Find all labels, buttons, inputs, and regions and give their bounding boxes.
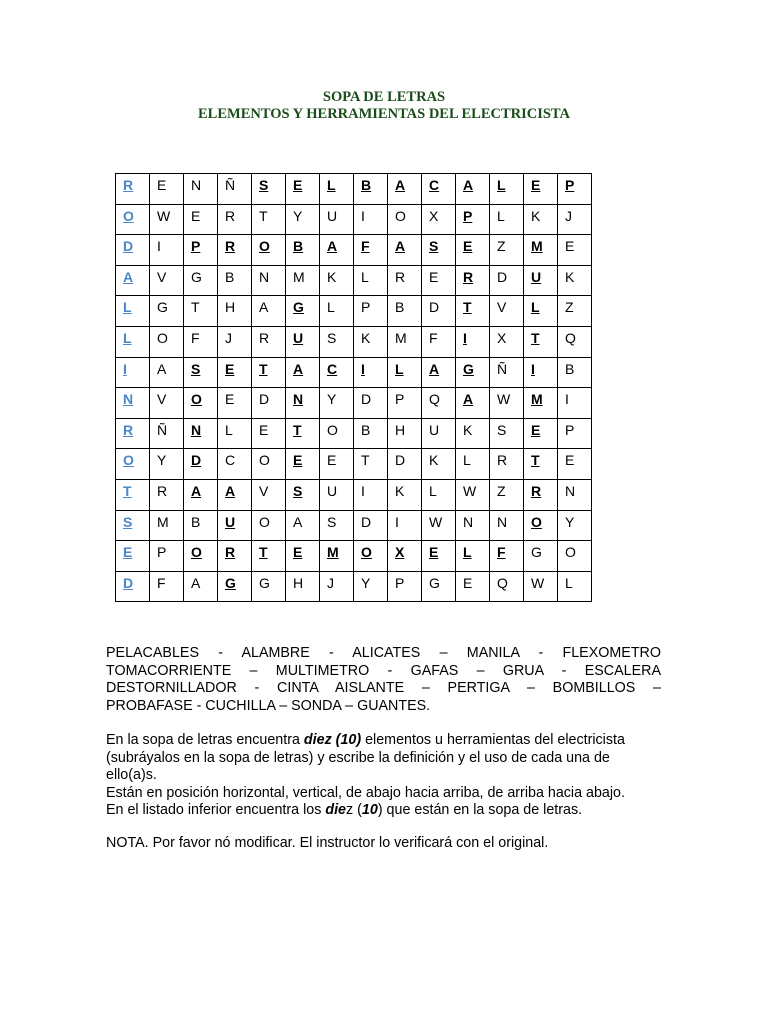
grid-cell: R xyxy=(456,265,490,296)
grid-cell: P xyxy=(456,204,490,235)
grid-cell: S xyxy=(286,479,320,510)
grid-cell: L xyxy=(218,418,252,449)
grid-cell: L xyxy=(388,357,422,388)
grid-cell: F xyxy=(150,571,184,602)
grid-cell: K xyxy=(320,265,354,296)
grid-cell: U xyxy=(218,510,252,541)
grid-cell: O xyxy=(116,204,150,235)
grid-cell: A xyxy=(320,235,354,266)
grid-cell: E xyxy=(456,571,490,602)
grid-cell: L xyxy=(116,296,150,327)
grid-cell: T xyxy=(116,479,150,510)
grid-cell: P xyxy=(558,174,592,205)
grid-cell: D xyxy=(252,388,286,419)
grid-cell: L xyxy=(354,265,388,296)
grid-cell: R xyxy=(490,449,524,480)
grid-cell: A xyxy=(184,571,218,602)
grid-cell: E xyxy=(252,418,286,449)
grid-cell: A xyxy=(388,174,422,205)
grid-cell: T xyxy=(184,296,218,327)
grid-cell: M xyxy=(286,265,320,296)
grid-row xyxy=(116,204,592,235)
grid-cell: D xyxy=(354,388,388,419)
grid-cell: O xyxy=(116,449,150,480)
grid-cell: Y xyxy=(286,204,320,235)
grid-cell: Q xyxy=(422,388,456,419)
grid-cell: Y xyxy=(150,449,184,480)
grid-cell: A xyxy=(286,357,320,388)
grid-cell: B xyxy=(218,265,252,296)
grid-cell: O xyxy=(150,326,184,357)
grid-cell: K xyxy=(456,418,490,449)
grid-cell: Y xyxy=(354,571,388,602)
grid-cell: A xyxy=(150,357,184,388)
grid-cell: L xyxy=(524,296,558,327)
grid-cell: J xyxy=(558,204,592,235)
grid-cell: N xyxy=(558,479,592,510)
grid-cell: U xyxy=(320,479,354,510)
grid-cell: E xyxy=(320,449,354,480)
grid-cell: E xyxy=(558,449,592,480)
grid-cell: T xyxy=(252,541,286,572)
grid-cell: T xyxy=(456,296,490,327)
grid-cell: C xyxy=(422,174,456,205)
grid-cell: S xyxy=(252,174,286,205)
grid-cell: G xyxy=(422,571,456,602)
grid-cell: R xyxy=(252,326,286,357)
grid-cell: D xyxy=(422,296,456,327)
grid-row xyxy=(116,571,592,602)
grid-cell: F xyxy=(354,235,388,266)
grid-cell: F xyxy=(490,541,524,572)
grid-cell: E xyxy=(524,418,558,449)
grid-cell: S xyxy=(320,326,354,357)
word-list-line: TOMACORRIENTE – MULTIMETRO - GAFAS – GRUA - ESCALERA xyxy=(106,662,661,679)
grid-cell: E xyxy=(558,235,592,266)
grid-cell: I xyxy=(150,235,184,266)
grid-cell: T xyxy=(252,204,286,235)
grid-cell: R xyxy=(116,174,150,205)
grid-cell: D xyxy=(116,235,150,266)
grid-cell: Q xyxy=(490,571,524,602)
grid-row xyxy=(116,388,592,419)
grid-cell: E xyxy=(218,388,252,419)
instructions-line-2: Están en posición horizontal, vertical, de abajo hacia arriba, de arriba hacia abajo. xyxy=(106,784,625,801)
grid-cell: W xyxy=(422,510,456,541)
grid-cell: H xyxy=(388,418,422,449)
grid-cell: Ñ xyxy=(218,174,252,205)
grid-cell: N xyxy=(286,388,320,419)
grid-row xyxy=(116,357,592,388)
grid-cell: B xyxy=(354,418,388,449)
grid-cell: U xyxy=(524,265,558,296)
grid-cell: X xyxy=(422,204,456,235)
grid-cell: B xyxy=(286,235,320,266)
instructions-line-1: En la sopa de letras encuentra diez (10) elementos u herramientas del electricista (subráyalos en la sopa de letras) y escribe la definición y el uso de cada una de ello(a)s. xyxy=(106,732,625,783)
grid-cell: H xyxy=(218,296,252,327)
grid-cell: G xyxy=(184,265,218,296)
grid-cell: U xyxy=(422,418,456,449)
grid-cell: L xyxy=(490,174,524,205)
grid-cell: L xyxy=(456,541,490,572)
grid-cell: I xyxy=(388,510,422,541)
grid-cell: J xyxy=(320,571,354,602)
grid-cell: N xyxy=(184,418,218,449)
grid-cell: R xyxy=(218,235,252,266)
grid-row xyxy=(116,510,592,541)
grid-row xyxy=(116,326,592,357)
grid-cell: T xyxy=(252,357,286,388)
grid-cell: V xyxy=(150,265,184,296)
grid-cell: Y xyxy=(320,388,354,419)
grid-cell: L xyxy=(116,326,150,357)
grid-cell: K xyxy=(524,204,558,235)
instructions-line-3: En el listado inferior encuentra los diez (10) que están en la sopa de letras. xyxy=(106,802,583,818)
grid-cell: N xyxy=(116,388,150,419)
word-list-line: PROBAFASE - CUCHILLA – SONDA – GUANTES. xyxy=(106,697,431,714)
word-list-line: DESTORNILLADOR - CINTA AISLANTE – PERTIGA – BOMBILLOS – xyxy=(106,680,661,696)
grid-cell: Q xyxy=(558,326,592,357)
grid-cell: T xyxy=(354,449,388,480)
grid-cell: O xyxy=(184,388,218,419)
grid-cell: A xyxy=(252,296,286,327)
grid-cell: A xyxy=(422,357,456,388)
grid-cell: E xyxy=(422,265,456,296)
grid-cell: O xyxy=(388,204,422,235)
grid-cell: N xyxy=(490,510,524,541)
grid-cell: M xyxy=(524,388,558,419)
grid-cell: A xyxy=(388,235,422,266)
grid-cell: N xyxy=(252,265,286,296)
grid-cell: S xyxy=(422,235,456,266)
grid-cell: W xyxy=(524,571,558,602)
grid-cell: U xyxy=(286,326,320,357)
grid-cell: X xyxy=(388,541,422,572)
grid-cell: K xyxy=(558,265,592,296)
grid-cell: K xyxy=(388,479,422,510)
grid-cell: O xyxy=(252,449,286,480)
grid-cell: A xyxy=(218,479,252,510)
grid-cell: O xyxy=(184,541,218,572)
grid-cell: R xyxy=(388,265,422,296)
grid-cell: O xyxy=(320,418,354,449)
grid-cell: R xyxy=(150,479,184,510)
grid-row xyxy=(116,541,592,572)
grid-cell: S xyxy=(184,357,218,388)
grid-cell: E xyxy=(286,449,320,480)
grid-cell: A xyxy=(116,265,150,296)
grid-cell: S xyxy=(320,510,354,541)
grid-cell: W xyxy=(490,388,524,419)
grid-cell: A xyxy=(456,388,490,419)
grid-cell: E xyxy=(150,174,184,205)
grid-cell: J xyxy=(218,326,252,357)
grid-row xyxy=(116,265,592,296)
grid-cell: G xyxy=(252,571,286,602)
grid-cell: Ñ xyxy=(490,357,524,388)
grid-cell: E xyxy=(524,174,558,205)
grid-cell: L xyxy=(320,174,354,205)
grid-cell: E xyxy=(286,174,320,205)
grid-cell: G xyxy=(218,571,252,602)
grid-cell: A xyxy=(456,174,490,205)
grid-cell: G xyxy=(150,296,184,327)
grid-row xyxy=(116,174,592,205)
grid-cell: V xyxy=(252,479,286,510)
grid-row xyxy=(116,235,592,266)
grid-cell: D xyxy=(388,449,422,480)
grid-cell: L xyxy=(558,571,592,602)
word-search-grid xyxy=(115,173,592,602)
grid-row xyxy=(116,296,592,327)
grid-cell: E xyxy=(184,204,218,235)
grid-cell: O xyxy=(252,510,286,541)
grid-cell: L xyxy=(422,479,456,510)
grid-cell: G xyxy=(286,296,320,327)
grid-cell: P xyxy=(388,571,422,602)
grid-cell: M xyxy=(388,326,422,357)
grid-cell: P xyxy=(558,418,592,449)
grid-cell: A xyxy=(286,510,320,541)
grid-cell: W xyxy=(456,479,490,510)
grid-cell: M xyxy=(320,541,354,572)
grid-cell: E xyxy=(456,235,490,266)
grid-cell: E xyxy=(116,541,150,572)
grid-cell: I xyxy=(354,479,388,510)
grid-cell: D xyxy=(184,449,218,480)
grid-cell: A xyxy=(184,479,218,510)
word-list xyxy=(106,645,661,715)
note: NOTA. Por favor nó modificar. El instructor lo verificará con el original. xyxy=(106,835,549,851)
grid-cell: O xyxy=(524,510,558,541)
instructions xyxy=(106,732,662,820)
grid-cell: L xyxy=(320,296,354,327)
page-title: SOPA DE LETRAS xyxy=(322,89,446,105)
grid-cell: I xyxy=(354,204,388,235)
grid-cell: F xyxy=(422,326,456,357)
grid-row xyxy=(116,449,592,480)
grid-cell: G xyxy=(456,357,490,388)
grid-cell: T xyxy=(524,449,558,480)
grid-row xyxy=(116,479,592,510)
grid-cell: V xyxy=(150,388,184,419)
grid-cell: T xyxy=(286,418,320,449)
grid-cell: I xyxy=(524,357,558,388)
grid-cell: H xyxy=(286,571,320,602)
grid-cell: I xyxy=(354,357,388,388)
grid-cell: U xyxy=(320,204,354,235)
grid-cell: L xyxy=(456,449,490,480)
grid-cell: N xyxy=(456,510,490,541)
grid-cell: I xyxy=(456,326,490,357)
grid-cell: L xyxy=(490,204,524,235)
grid-cell: Z xyxy=(558,296,592,327)
grid-cell: C xyxy=(320,357,354,388)
page-subtitle: ELEMENTOS Y HERRAMIENTAS DEL ELECTRICISTA xyxy=(198,106,570,122)
grid-cell: E xyxy=(422,541,456,572)
grid-cell: S xyxy=(116,510,150,541)
grid-cell: T xyxy=(524,326,558,357)
grid-cell: G xyxy=(524,541,558,572)
grid-cell: D xyxy=(116,571,150,602)
grid-cell: D xyxy=(354,510,388,541)
grid-cell: P xyxy=(354,296,388,327)
grid-cell: N xyxy=(184,174,218,205)
grid-cell: M xyxy=(150,510,184,541)
grid-cell: Ñ xyxy=(150,418,184,449)
grid-cell: Y xyxy=(558,510,592,541)
grid-cell: P xyxy=(388,388,422,419)
grid-cell: K xyxy=(422,449,456,480)
grid-cell: C xyxy=(218,449,252,480)
grid-cell: B xyxy=(184,510,218,541)
grid-cell: K xyxy=(354,326,388,357)
grid-cell: W xyxy=(150,204,184,235)
grid-cell: D xyxy=(490,265,524,296)
grid-cell: I xyxy=(558,388,592,419)
grid-cell: V xyxy=(490,296,524,327)
grid-cell: R xyxy=(116,418,150,449)
grid-cell: Z xyxy=(490,479,524,510)
grid-cell: B xyxy=(388,296,422,327)
grid-cell: P xyxy=(184,235,218,266)
grid-cell: E xyxy=(286,541,320,572)
grid-cell: R xyxy=(524,479,558,510)
grid-cell: B xyxy=(354,174,388,205)
grid-cell: E xyxy=(218,357,252,388)
grid-cell: P xyxy=(150,541,184,572)
grid-cell: O xyxy=(252,235,286,266)
grid-cell: Z xyxy=(490,235,524,266)
grid-cell: R xyxy=(218,541,252,572)
grid-cell: B xyxy=(558,357,592,388)
grid-cell: F xyxy=(184,326,218,357)
grid-cell: O xyxy=(558,541,592,572)
word-list-line: PELACABLES - ALAMBRE - ALICATES – MANILA - FLEXOMETRO xyxy=(106,645,661,661)
grid-row xyxy=(116,418,592,449)
grid-cell: R xyxy=(218,204,252,235)
grid-cell: O xyxy=(354,541,388,572)
grid-cell: S xyxy=(490,418,524,449)
grid-cell: M xyxy=(524,235,558,266)
grid-cell: X xyxy=(490,326,524,357)
grid-cell: I xyxy=(116,357,150,388)
